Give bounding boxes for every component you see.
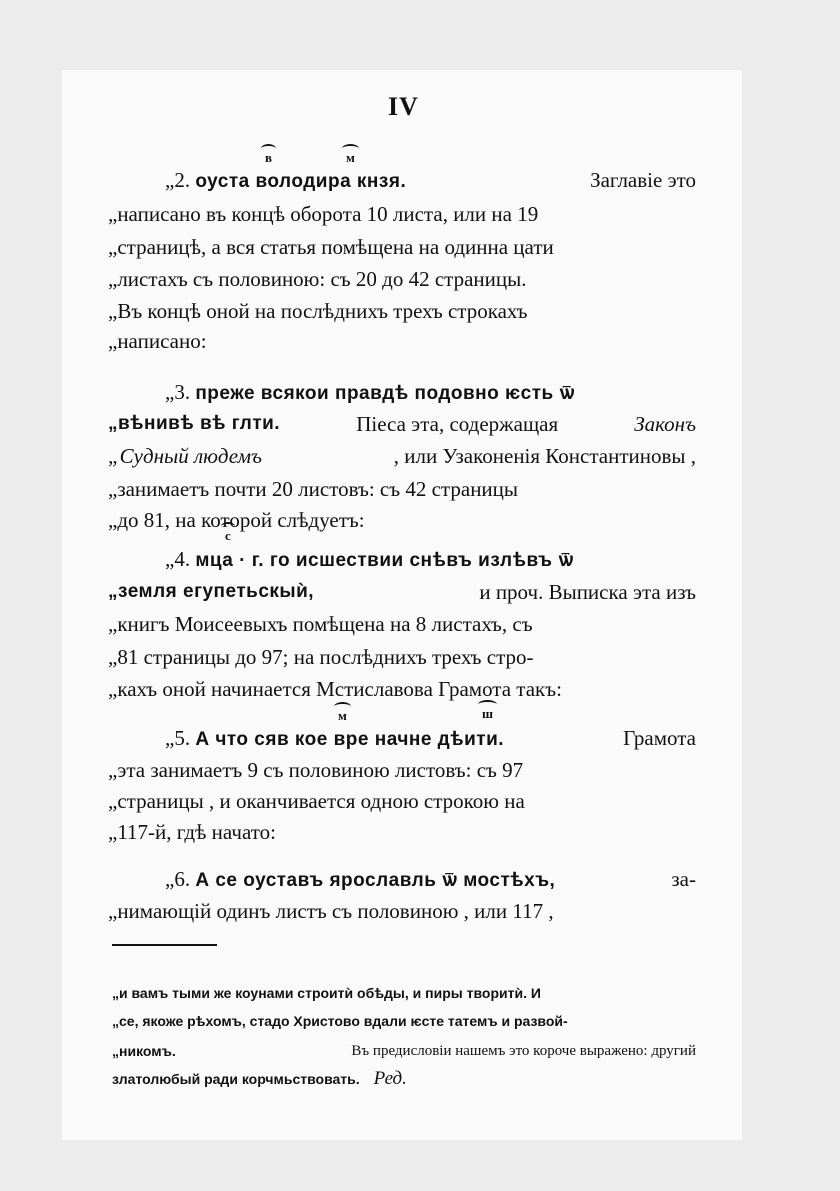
text-line: „до 81, на которой слѣдуетъ: bbox=[108, 508, 365, 532]
text-line: „страницы , и оканчивается одною строкою на bbox=[108, 789, 525, 813]
text-run: за- bbox=[671, 867, 696, 891]
superscript-letter: м bbox=[346, 150, 355, 165]
section-5-line-1 bbox=[165, 724, 696, 754]
text-run: Законъ bbox=[634, 412, 696, 436]
superscript-letter: в bbox=[265, 150, 273, 165]
text-line: „кахъ оной начинается Мстиславова Грамота такъ: bbox=[108, 677, 562, 701]
footnote-divider bbox=[112, 944, 217, 946]
section-2-line-1 bbox=[165, 166, 696, 196]
text-run: Заглавіе это bbox=[590, 168, 696, 192]
text-run: , или Узаконенія Константиновы , bbox=[393, 444, 696, 468]
text-run: Піеса эта, содержащая bbox=[356, 412, 559, 436]
text-line: „занимаетъ почти 20 листовъ: съ 42 страницы bbox=[108, 477, 519, 501]
text-line: „написано въ концѣ оборота 10 листа, или на 19 bbox=[108, 202, 539, 226]
slavonic-title: А се оуставъ ярославль ѿ мостѣхъ, bbox=[195, 870, 556, 891]
section-4-line-1 bbox=[165, 545, 696, 575]
text-line: „книгъ Моисеевыхъ помѣщена на 8 листахъ, съ bbox=[108, 612, 533, 636]
page-number: IV bbox=[388, 92, 419, 121]
section-4-line-2 bbox=[108, 578, 696, 606]
text-run: Грамота bbox=[623, 726, 696, 750]
text-line: „Въ концѣ оной на послѣднихъ трехъ строкахъ bbox=[108, 299, 528, 323]
superscript-letter: ш bbox=[482, 706, 493, 721]
footnote-line bbox=[112, 1038, 696, 1064]
slavonic-title: преже всякои правдѣ подовно ѥсть ѿ bbox=[195, 383, 575, 404]
editor-note: Ред. bbox=[373, 1068, 407, 1089]
section-6-line-1 bbox=[165, 865, 696, 895]
slavonic-title: А что сяв кое вре начне дѣити. bbox=[195, 729, 505, 750]
section-number: „3. bbox=[165, 380, 191, 404]
footnote-slavonic-text: златолюбый ради корчмьствовать. bbox=[112, 1071, 360, 1087]
text-line: „эта занимаетъ 9 съ половиною листовъ: съ 97 bbox=[108, 758, 524, 782]
footnote-line bbox=[112, 980, 696, 1006]
section-number: „5. bbox=[165, 726, 191, 750]
superscript-letter: м bbox=[338, 708, 347, 723]
superscript-letter: с bbox=[225, 528, 231, 543]
text-line: „листахъ съ половиною: съ 20 до 42 страницы. bbox=[108, 267, 527, 291]
text-line: „117-й, гдѣ начато: bbox=[108, 820, 276, 844]
footnote-line bbox=[112, 1066, 696, 1092]
footnote-slavonic-text: „се, якоже рѣхомъ, стадо Христово вдали ѥсте татемъ и развой- bbox=[112, 1013, 568, 1029]
text-line: „написано: bbox=[108, 329, 207, 353]
footnote-line bbox=[112, 1008, 696, 1034]
text-run: „Судный людемъ bbox=[108, 444, 262, 468]
slavonic-title: „вѣнивѣ вѣ глти. bbox=[108, 413, 281, 434]
text-line: „81 страницы до 97; на послѣднихъ трехъ стро- bbox=[108, 645, 534, 669]
footnote-slavonic-text: „и вамъ тыми же коунами строитѝ обѣды, и пиры творитѝ. И bbox=[112, 985, 541, 1001]
text-line: „нимающій одинъ листъ съ половиною , или 117 , bbox=[108, 899, 554, 923]
section-number: „2. bbox=[165, 168, 191, 192]
section-3-line-3 bbox=[108, 442, 696, 470]
slavonic-title: оуста володира кнзя. bbox=[195, 171, 407, 192]
section-number: „4. bbox=[165, 547, 191, 571]
footnote-slavonic-text: „никомъ. bbox=[112, 1043, 176, 1059]
slavonic-title: „земля егупетьскыѝ, bbox=[108, 581, 315, 602]
slavonic-title: мца · г. го исшествии снѣвъ излѣвъ ѿ bbox=[195, 550, 574, 571]
text-run: и проч. Выписка эта изъ bbox=[479, 580, 696, 604]
section-3-line-2 bbox=[108, 410, 696, 438]
section-3-line-1 bbox=[165, 378, 696, 408]
text-line: „страницѣ, а вся статья помѣщена на одинна цати bbox=[108, 235, 554, 259]
section-number: „6. bbox=[165, 867, 191, 891]
footnote-text: Въ предисловіи нашемъ это короче выражено: другий bbox=[351, 1043, 696, 1059]
